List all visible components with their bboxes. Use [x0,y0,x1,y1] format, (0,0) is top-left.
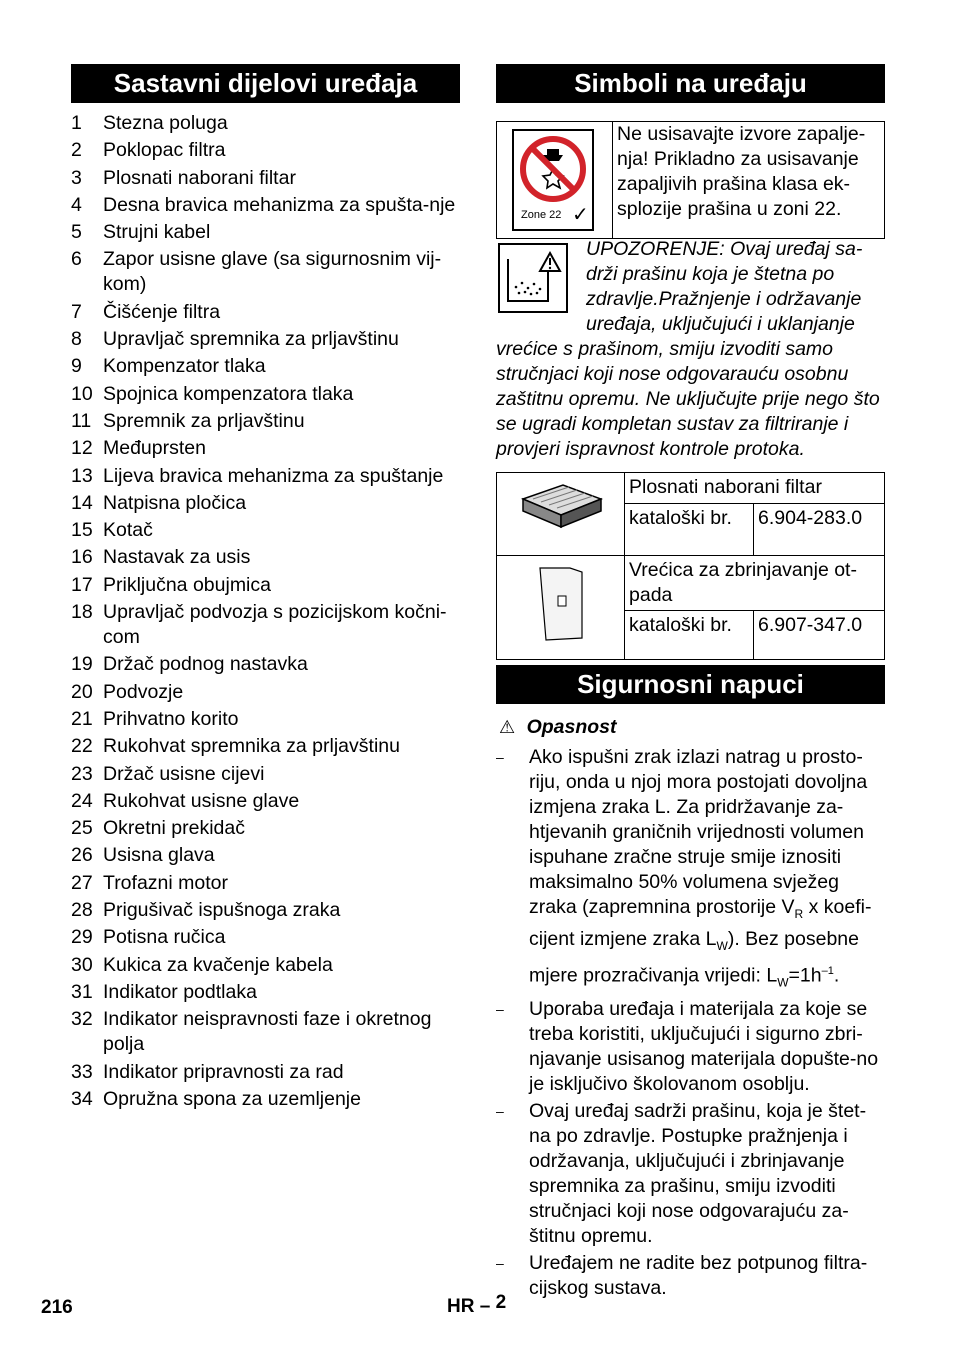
item-label: Međuprsten [103,437,206,460]
checkmark-icon: ✓ [572,204,589,226]
waste-bag-image [497,556,625,660]
list-item [71,166,463,191]
item-label: Nastavak za usis [103,546,251,569]
item-label: Čišćenje filtra [103,300,221,323]
list-item [71,734,463,759]
item-number: 32 [71,1008,93,1031]
item-number: 28 [71,899,93,922]
accessories-table [496,472,885,660]
list-item [71,220,463,245]
item-label: Desna bravica mehanizma za spušta-nje [103,193,456,216]
zone-label: Zone 22 [521,209,562,221]
list-item [71,871,463,896]
bullet1-part-c: ). Bez posebne mjere prozračivanja vrijedi: L [529,927,859,987]
bullet1-sup: –1 [821,964,834,977]
safety-list [496,745,885,1301]
item-label: Indikator neispravnosti faze i okretnog polja [103,1008,432,1056]
item-number: 13 [71,464,93,487]
list-item [71,300,463,325]
item-number: 20 [71,680,93,703]
item-number: 30 [71,953,93,976]
item-label: Upravljač spremnika za prljavštinu [103,328,399,351]
item-label: Potisna ručica [103,926,226,949]
item-number: 27 [71,871,93,894]
list-item [71,247,463,297]
accessory2-cat-label: kataloški br. [625,611,754,660]
item-number: 19 [71,653,93,676]
item-label: Kotač [103,519,153,542]
bullet-text: Ovaj uređaj sadrži prašinu, koja je štet-na po zdravlje. Postupke pražnjenja i održavanja, uključujući i zbrinjavanje spremnika za prašinu, smiju izvoditi stručnjaci koji nose odgovarajuću za-štitnu opremu. [529,1100,867,1248]
item-number: 4 [71,193,82,216]
item-number: 7 [71,300,82,323]
item-number: 5 [71,221,82,244]
item-label: Prihvatno korito [103,707,239,730]
item-label: Držač podnog nastavka [103,653,308,676]
item-number: 22 [71,735,93,758]
item-label: Lijeva bravica mehanizma za spuštanje [103,464,444,487]
footer-dash: – [479,1296,491,1317]
bullet1-part-a: Ako ispušni zrak izlazi natrag u prosto-riju, onda u njoj mora postojati dovoljna izmjena zraka L. Za pridržavanje za-htjevanih graničnih vrijednosti volumen ispuhane zračne struje smije iznositi maksimalno 50% volumena svježeg zraka (zapremnina prostorije V [529,746,868,918]
warning-triangle-icon: ⚠ [499,717,516,737]
item-label: Upravljač podvozja s pozicijskom kočni-com [103,601,447,649]
item-number: 23 [71,762,93,785]
item-label: Rukohvat usisne glave [103,789,300,812]
item-label: Spojnica kompenzatora tlaka [103,382,354,405]
bullet1-sub-r: R [794,906,804,921]
item-label: Plosnati naborani filtar [103,166,296,189]
list-item [71,573,463,598]
item-label: Kukica za kvačenje kabela [103,953,333,976]
list-item [71,1087,463,1112]
list-item [71,111,463,136]
item-number: 9 [71,355,82,378]
list-item [71,464,463,489]
list-item [71,816,463,841]
item-label: Kompenzator tlaka [103,355,266,378]
flat-filter-image [497,473,625,556]
item-number: 29 [71,926,93,949]
item-label: Stezna poluga [103,112,228,134]
list-item [71,762,463,787]
item-number: 24 [71,789,93,812]
item-number: 8 [71,328,82,351]
accessory1-cat-label: kataloški br. [625,504,754,556]
item-number: 17 [71,573,93,596]
item-label: Zapor usisne glave (sa sigurnosnim vij-kom) [103,248,442,296]
item-number: 6 [71,248,82,271]
item-number: 15 [71,519,93,542]
list-item [496,745,885,995]
bullet1-sub-w: W [716,938,728,953]
list-item [71,925,463,950]
item-number: 18 [71,601,93,624]
lang-code: HR [447,1296,475,1317]
item-label: Okretni prekidač [103,817,245,840]
list-item [71,436,463,461]
item-label: Poklopac filtra [103,139,226,162]
item-number: 14 [71,491,93,514]
section-header-safety: Sigurnosni napuci [496,665,885,704]
dash-marker: – [496,1001,504,1018]
danger-label: Opasnost [526,716,617,738]
list-item [71,518,463,543]
dash-marker: – [496,749,504,765]
item-number: 25 [71,817,93,840]
bullet1-part-b: x koefi-cijent izmjene zraka L [529,896,872,950]
dash-marker: – [496,1103,504,1120]
item-number: 16 [71,546,93,569]
item-number: 10 [71,382,93,405]
item-label: Usisna glava [103,844,215,867]
bullet-text: Uređajem ne radite bez potpunog filtra-cijskog sustava. [529,1252,868,1300]
item-number: 31 [71,980,93,1003]
item-label: Indikator podtlaka [103,980,257,1003]
list-item [71,354,463,379]
item-label: Držač usisne cijevi [103,762,265,785]
item-label: Strujni kabel [103,221,211,244]
list-item [71,898,463,923]
list-item [71,953,463,978]
list-item [71,600,463,650]
warning-text-body: UPOZORENJE: Ovaj uređaj sa-drži prašinu koja je štetna po zdravlje.Pražnjenje i održavanje uređaja, uključujući i uklanjanje vrećice s prašinom, smiju izvoditi samo stručnjaci koji nose odgovarauću osobnu zaštitnu opremu. Ne uključujte prije nego što se ugradi kompletan sustav za filtriranje i provjeri ispravnost kontrole protoka. [496,238,880,460]
list-item [71,491,463,516]
list-item [71,193,463,218]
bullet1-sub-w2: W [777,975,789,990]
list-item [71,652,463,677]
list-item [496,1251,885,1301]
item-number: 12 [71,437,93,460]
bullet1-part-d: =1h [788,964,822,987]
item-number: 1 [71,112,82,134]
list-item [71,327,463,352]
item-number: 26 [71,844,93,867]
warning-text [496,237,885,462]
list-item [496,997,885,1097]
item-label: Spremnik za prljavštinu [103,409,305,432]
accessory1-name: Plosnati naborani filtar [625,473,885,504]
page-number: 216 [41,1297,73,1318]
parts-list [71,111,463,1114]
list-item [71,680,463,705]
list-item [71,789,463,814]
bullet-text: Uporaba uređaja i materijala za koje se treba koristiti, uključujući i sigurno zbri-njavanje usisanog materijala dopušte-no je isključivo školovanom osoblju. [529,998,879,1096]
item-label: Indikator pripravnosti za rad [103,1060,344,1083]
item-label: Natpisna pločica [103,491,247,514]
symbol1-box [496,121,885,239]
symbol1-image-cell [497,122,613,238]
item-label: Priključna obujmica [103,573,271,596]
item-label: Rukohvat spremnika za prljavštinu [103,735,400,758]
list-item [496,1099,885,1249]
section-header-symbols: Simboli na uređaju [496,64,885,103]
list-item [71,980,463,1005]
waste-bag-icon [536,566,586,642]
item-number: 11 [71,409,92,432]
dash-marker: – [496,1255,504,1272]
accessory2-name: Vrećica za zbrinjavanje ot-pada [625,556,885,611]
item-number: 2 [71,139,82,162]
list-item [71,138,463,163]
item-label: Prigušivač ispušnoga zraka [103,899,341,922]
item-label: Trofazni motor [103,871,228,894]
item-label: Podvozje [103,680,184,703]
list-item [71,1060,463,1085]
accessory2-cat-no: 6.907-347.0 [754,611,885,660]
item-label: Opružna spona za uzemljenje [103,1087,361,1110]
list-item [71,382,463,407]
footer-lang [447,1292,507,1318]
list-item [71,707,463,732]
item-number: 3 [71,166,82,189]
item-number: 33 [71,1060,93,1083]
symbol1-text: Ne usisavajte izvore zapalje-nja! Prikladno za usisavanje zapaljivih prašina klasa ek-splozije prašina u zoni 22. [617,123,866,220]
accessory1-cat-no: 6.904-283.0 [754,504,885,556]
list-item [71,1007,463,1057]
item-number: 34 [71,1087,93,1110]
list-item [71,545,463,570]
flat-pleated-filter-icon [519,481,603,541]
item-number: 21 [71,707,93,730]
list-item [71,409,463,434]
section-header-parts: Sastavni dijelovi uređaja [71,64,460,103]
footer-num: 2 [495,1292,507,1313]
list-item [71,843,463,868]
danger-heading [499,715,617,740]
bullet1-part-e: . [833,964,840,987]
